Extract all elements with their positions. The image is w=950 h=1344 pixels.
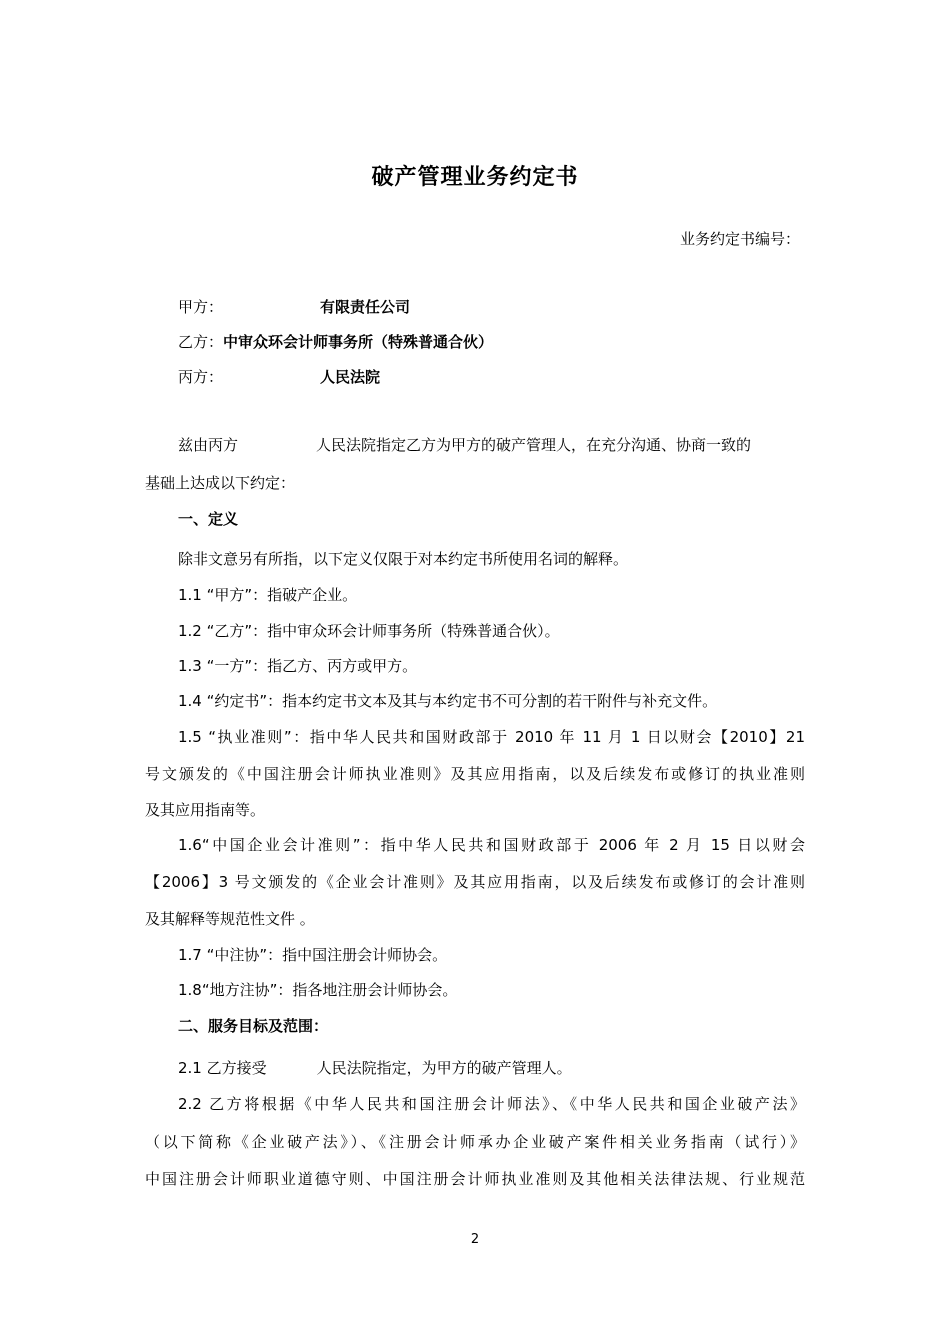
party-c-name: 人民法院 [320, 368, 381, 386]
party-b-name: 中审众环会计师事务所（特殊普通合伙） [223, 333, 494, 351]
definition-1-5-line-2: 号文颁发的《中国注册会计师执业准则》及其应用指南，以及后续发布或修订的执业准则 [145, 765, 805, 783]
definition-1-6-line-2: 【2006】3 号文颁发的《企业会计准则》及其应用指南，以及后续发布或修订的会计准则 [145, 873, 805, 891]
section-2-heading: 二、服务目标及范围： [178, 1017, 329, 1035]
definition-1-5-line-1: 1.5 “执业准则”：指中华人民共和国财政部于 2010 年 11 月 1 日以财会【2010】21 [178, 728, 805, 746]
party-a-label: 甲方： [178, 298, 224, 316]
definition-1-4: 1.4 “约定书”：指本约定书文本及其与本约定书不可分割的若干附件与补充文件。 [178, 692, 718, 710]
party-b-row [178, 331, 805, 352]
clause-2-2-line-1: 2.2 乙方将根据《中华人民共和国注册会计师法》、《中华人民共和国企业破产法》 [178, 1095, 805, 1113]
party-b-label: 乙方： [178, 333, 224, 351]
party-a-row [178, 296, 805, 317]
clause-2-2-line-2: （以下简称《企业破产法》）、《注册会计师承办企业破产案件相关业务指南（试行）》 [145, 1133, 805, 1151]
intro-line-1 [178, 434, 805, 455]
clause-2-1-part-2: 人民法院指定，为甲方的破产管理人。 [316, 1059, 572, 1077]
party-c-label: 丙方： [178, 368, 224, 386]
definition-1-8: 1.8“地方注协”：指各地注册会计师协会。 [178, 981, 458, 999]
definition-1-5-line-3: 及其应用指南等。 [145, 801, 266, 819]
definition-1-1: 1.1 “甲方”：指破产企业。 [178, 586, 358, 604]
clause-2-1 [178, 1057, 805, 1078]
intro-part-2: 人民法院指定乙方为甲方的破产管理人，在充分沟通、协商一致的 [316, 436, 752, 454]
definition-1-7: 1.7 “中注协”：指中国注册会计师协会。 [178, 946, 448, 964]
document-title: 破产管理业务约定书 [371, 165, 579, 190]
section-1-lead: 除非文意另有所指，以下定义仅限于对本约定书所使用名词的解释。 [178, 550, 629, 568]
clause-2-2-line-3: 中国注册会计师职业道德守则、中国注册会计师执业准则及其他相关法律法规、行业规范 [145, 1170, 805, 1188]
party-c-row [178, 366, 805, 387]
section-1-heading: 一、定义 [178, 510, 239, 528]
page-number: 2 [470, 1232, 480, 1247]
definition-1-3: 1.3 “一方”：指乙方、丙方或甲方。 [178, 657, 418, 675]
definition-1-6-line-1: 1.6“中国企业会计准则”：指中华人民共和国财政部于 2006 年 2 月 15 日以财会 [178, 836, 805, 854]
definition-1-6-line-3: 及其解释等规范性文件 。 [145, 910, 315, 928]
intro-line-2: 基础上达成以下约定： [145, 474, 296, 492]
definition-1-2: 1.2 “乙方”：指中审众环会计师事务所（特殊普通合伙）。 [178, 622, 560, 640]
party-a-name: 有限责任公司 [320, 298, 411, 316]
intro-part-1: 兹由丙方 [178, 436, 239, 454]
contract-number-label: 业务约定书编号： [679, 230, 800, 248]
clause-2-1-part-1: 2.1 乙方接受 [178, 1059, 267, 1077]
